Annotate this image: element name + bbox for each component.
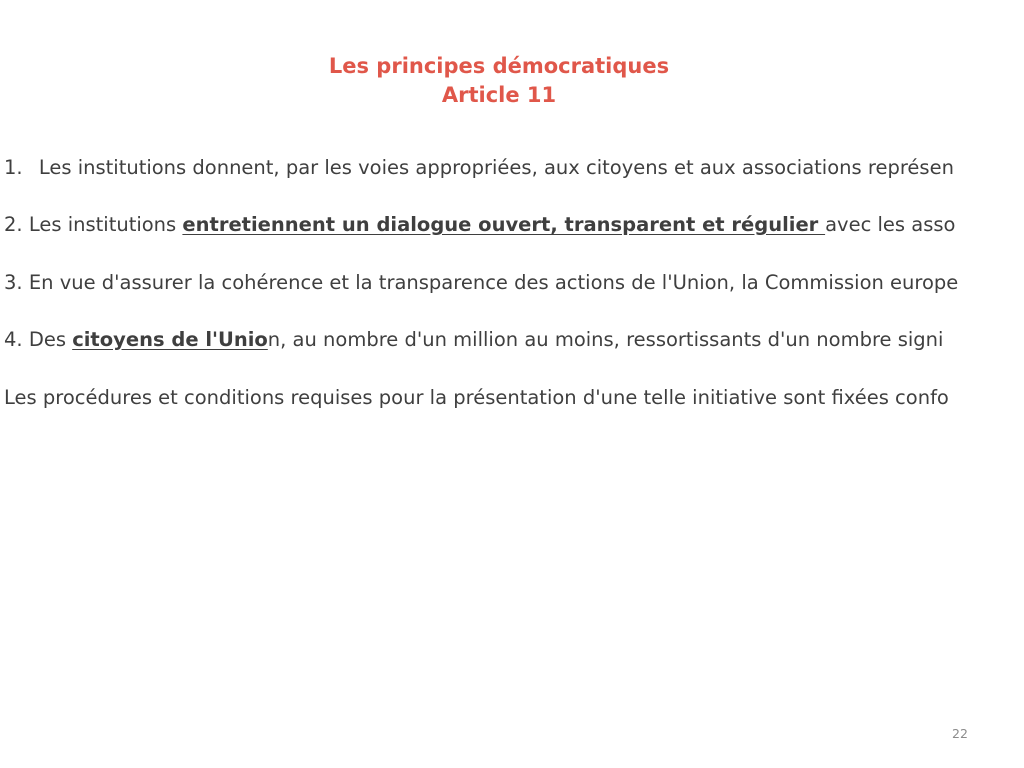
paragraph-4-emphasis: citoyens de l'Unio [72,328,268,351]
title-line-2: Article 11 [441,83,557,107]
paragraph-1-text: Les institutions donnent, par les voies appropriées, aux citoyens et aux associations représen [38,156,954,179]
paragraph-1 [4,155,954,181]
page-number: 22 [952,726,968,741]
paragraph-2-text-before: Les institutions [28,213,183,236]
slide-title [280,52,718,110]
paragraph-3 [4,270,958,296]
paragraph-4-text-after: n, au nombre d'un million au moins, ressortissants d'un nombre signi [267,328,944,351]
paragraph-5-text: Les procédures et conditions requises pour la présentation d'une telle initiative sont fixées confo [4,386,949,409]
paragraph-4-number: 4. [4,328,23,351]
paragraph-1-number: 1. [4,156,23,179]
paragraph-2-emphasis: entretiennent un dialogue ouvert, transparent et régulier [182,213,826,236]
paragraph-4 [4,327,943,353]
paragraph-2-number: 2. [4,213,23,236]
paragraph-3-number: 3. [4,271,23,294]
paragraph-2-text-after: avec les asso [825,213,956,236]
paragraph-2 [4,212,955,238]
title-line-1: Les principes démocratiques [328,54,670,78]
paragraph-5 [4,385,949,411]
paragraph-3-text: En vue d'assurer la cohérence et la transparence des actions de l'Union, la Commission europe [28,271,959,294]
paragraph-4-text-before: Des [28,328,73,351]
